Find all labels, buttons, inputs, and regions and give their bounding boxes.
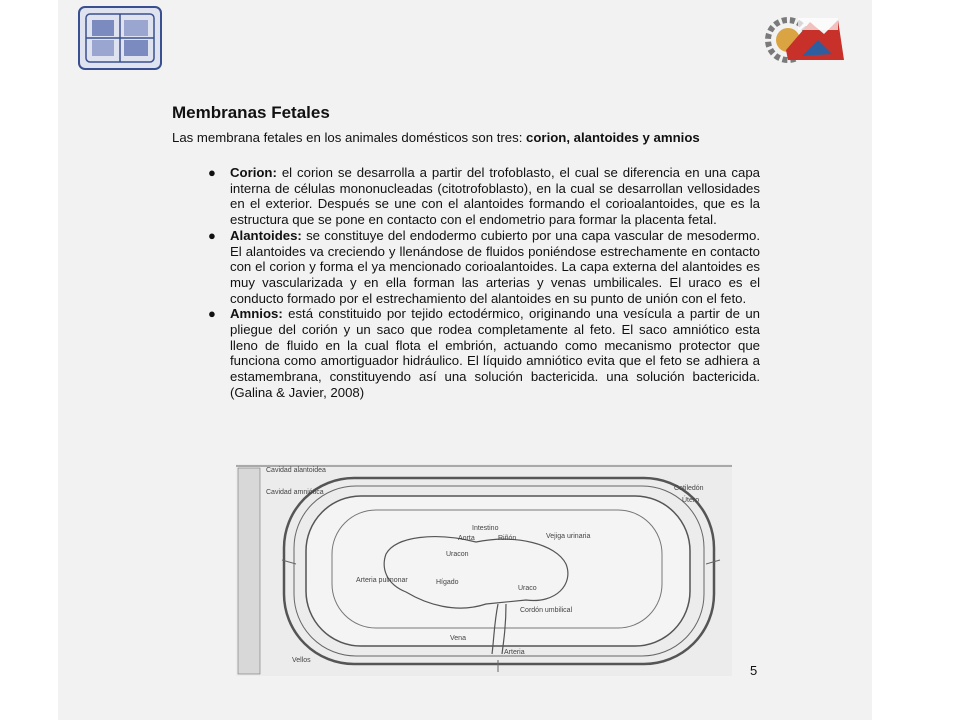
label-vejiga: Vejiga urinaria [546,533,591,540]
icap-logo [758,10,850,66]
label-rinon: Riñón [498,535,517,542]
list-item-alantoides [200,228,760,307]
bullet-icon: ● [208,165,216,180]
list-item-amnios [200,306,760,400]
membrane-list [200,165,760,401]
label-arteria-pulmonar: Arteria pulmonar [356,577,408,584]
label-higado: Hígado [436,579,459,586]
bullet-icon: ● [208,227,216,243]
label-cavidad-amniotica: Cavidad amniótica [266,489,324,496]
label-arteria: Arteria [504,649,525,656]
list-item-corion [200,165,760,228]
label-vellos: Vellos [292,657,311,664]
label-uraco: Uraco [518,585,537,592]
label-vena: Vena [450,635,466,642]
term-amnios: Amnios: [230,306,283,322]
fetal-membranes-diagram [236,464,732,676]
label-utero: Útero [682,497,700,504]
label-cotiledon: Cotiledón [674,485,704,492]
desc-corion: el corion se desarrolla a partir del trofoblasto, el cual se diferencia en una capa interna de células mononucleadas (citotrofoblasto), en la cual se desarrollan vellosidades en el exterior. Después se une con el alantoides formando el corioalantoides, que es la estructura que se pone en contacto con el endometrio para formar la placenta fetal. [230,165,760,228]
bullet-icon: ● [208,306,216,322]
page-title: Membranas Fetales [172,103,330,122]
intro-bold-text: corion, alantoides y amnios [526,130,700,145]
university-crest-logo [78,6,162,70]
label-aorta: Aorta [458,535,475,542]
page-number: 5 [750,663,758,678]
desc-alantoides: se constituye del endodermo cubierto por una capa vascular de mesodermo. El alantoides va creciendo y llenándose de fluidos poniéndose estrechamente en contacto con el corion y forma el ya mencionado corioalantoides. La capa externa del alantoides es muy vascularizada y en ella forman las arterias y venas umbilicales. El uraco es el conducto formado por el estrechamiento del alantoides en su punto de unión con el feto. [230,227,760,306]
label-cordon-umbilical: Cordón umbilical [520,607,573,614]
intro-text: Las membrana fetales en los animales domésticos son tres: [172,130,527,145]
intro-paragraph [172,130,760,146]
label-cavidad-alantoidea: Cavidad alantoidea [266,467,326,474]
desc-amnios: está constituido por tejido ectodérmico, originando una vesícula a partir de un pliegue del corión y un saco que rodea completamente al feto. El saco amniótico esta lleno de fluido en la cual flota el embrión, actuando como mecanismo protector que funciona como amortiguador hidráulico. El líquido amniótico evita que el feto se adhiera a estamembrana, constituyendo así una solución bactericida. una solución bactericida.(Galina & Javier, 2008) [230,306,760,400]
term-corion: Corion: [230,165,277,180]
label-intestino: Intestino [472,525,499,532]
label-uracon: Uracon [446,551,469,558]
term-alantoides: Alantoides: [230,227,302,243]
